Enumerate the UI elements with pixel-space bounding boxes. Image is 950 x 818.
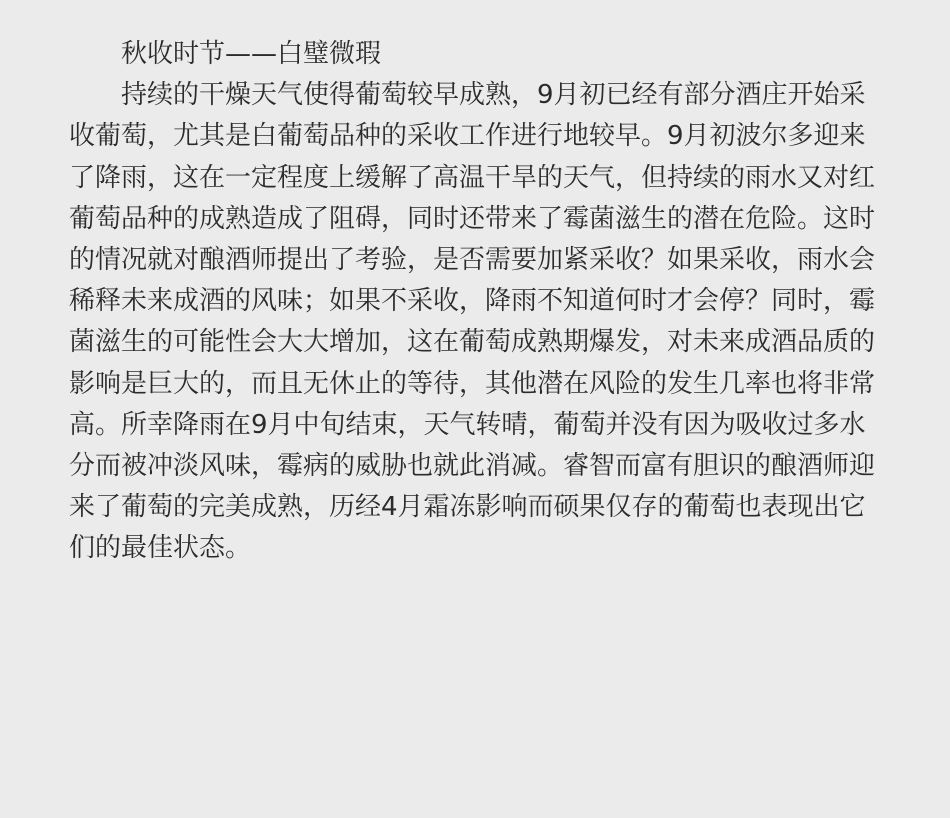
- paragraph-line: 分而被冲淡风味，霉病的威胁也就此消减。睿智而富有胆识的酿酒师迎: [69, 450, 876, 481]
- article-body: [69, 34, 899, 569]
- paragraph-line: 持续的干燥天气使得葡萄较早成熟，9月初已经有部分酒庄开始采: [121, 80, 866, 111]
- paragraph-line: 收葡萄，尤其是白葡萄品种的采收工作进行地较早。9月初波尔多迎来: [69, 121, 866, 152]
- paragraph-line: 葡萄品种的成熟造成了阻碍，同时还带来了霉菌滋生的潜在危险。这时: [69, 203, 876, 234]
- paragraph-line: 高。所幸降雨在9月中旬结束，天气转晴，葡萄并没有因为吸收过多水: [69, 409, 866, 440]
- paragraph-line: 菌滋生的可能性会大大增加，这在葡萄成熟期爆发，对未来成酒品质的: [69, 327, 876, 358]
- paragraph-line: 了降雨，这在一定程度上缓解了高温干旱的天气，但持续的雨水又对红: [69, 162, 876, 193]
- paragraph-line: 来了葡萄的完美成熟，历经4月霜冻影响而硕果仅存的葡萄也表现出它: [69, 492, 866, 523]
- paragraph-line: 们的最佳状态。: [69, 533, 252, 564]
- paragraph-line: 稀释未来成酒的风味；如果不采收，降雨不知道何时才会停？同时，霉: [69, 286, 876, 317]
- paragraph-line: 的情况就对酿酒师提出了考验，是否需要加紧采收？如果采收，雨水会: [69, 244, 876, 275]
- paragraph-line: 影响是巨大的，而且无休止的等待，其他潜在风险的发生几率也将非常: [69, 368, 876, 399]
- section-title: 秋收时节——白璧微瑕: [121, 39, 382, 69]
